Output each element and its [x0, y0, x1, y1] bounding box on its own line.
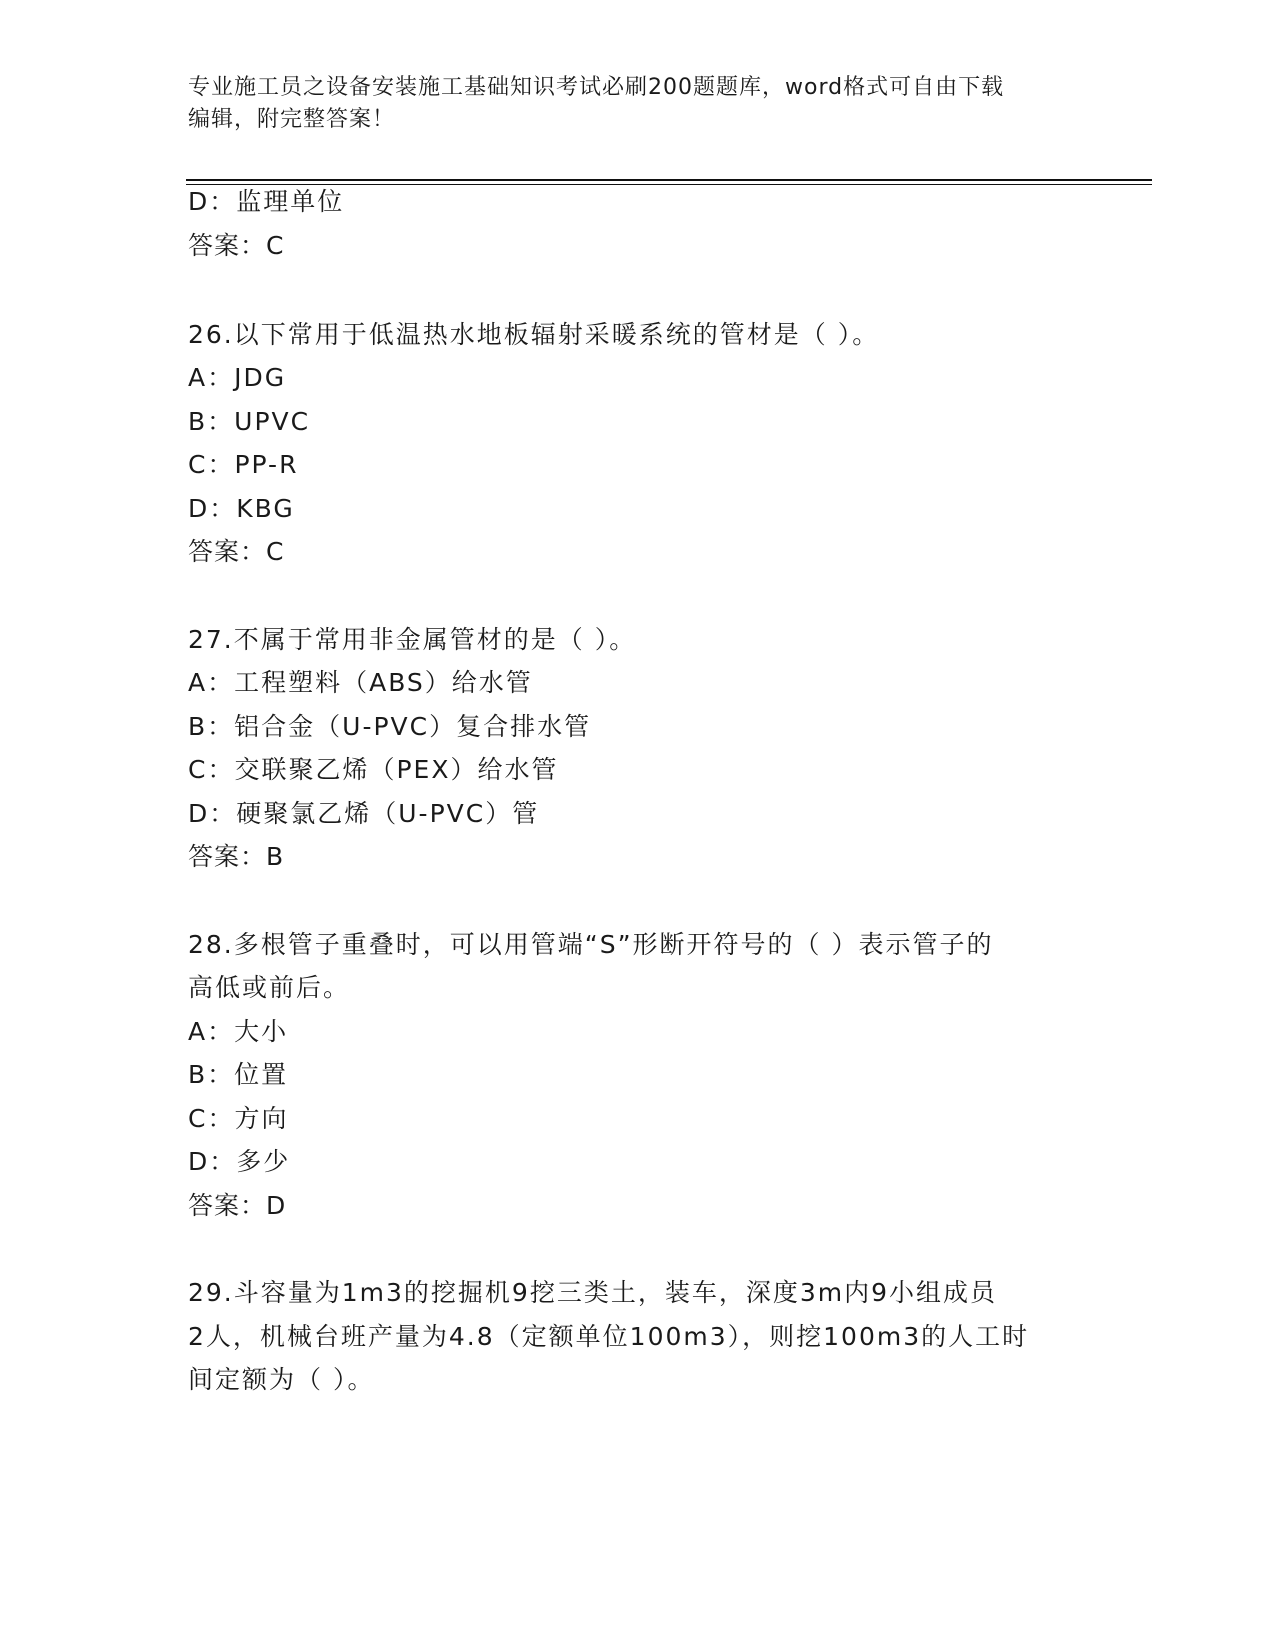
prev-answer: 答案：C [188, 231, 285, 260]
question-28-option-b: B：位置 [188, 1060, 289, 1089]
question-27-stem: 27.不属于常用非金属管材的是（ ）。 [188, 625, 637, 654]
question-28-stem-line-1: 28.多根管子重叠时，可以用管端“S”形断开符号的（ ）表示管子的 [188, 930, 994, 959]
document-header [188, 72, 1088, 136]
header-title-line-2: 编辑，附完整答案！ [188, 107, 396, 132]
header-divider-thick [186, 179, 1152, 181]
question-28-answer: 答案：D [188, 1191, 287, 1220]
question-27-option-d: D：硬聚氯乙烯（U-PVC）管 [188, 799, 540, 828]
question-27-option-a: A：工程塑料（ABS）给水管 [188, 668, 533, 697]
header-divider-thin [186, 184, 1152, 185]
question-27-option-b: B：铝合金（U-PVC）复合排水管 [188, 712, 592, 741]
prev-option-d: D：监理单位 [188, 187, 345, 216]
question-26-option-d: D：KBG [188, 494, 295, 523]
question-29-stem-line-2: 2人，机械台班产量为4.8（定额单位100m3），则挖100m3的人工时 [188, 1322, 1030, 1351]
question-28-option-c: C：方向 [188, 1104, 289, 1133]
question-28-option-a: A：大小 [188, 1017, 289, 1046]
question-26-option-a: A：JDG [188, 363, 287, 392]
question-26-option-c: C：PP-R [188, 450, 299, 479]
question-27-option-c: C：交联聚乙烯（PEX）给水管 [188, 755, 559, 784]
header-title-line-1: 专业施工员之设备安装施工基础知识考试必刷200题题库，word格式可自由下载 [188, 75, 1005, 100]
question-29-stem-line-1: 29.斗容量为1m3的挖掘机9挖三类土，装车，深度3m内9小组成员 [188, 1278, 997, 1307]
question-29-stem-line-3: 间定额为（ ）。 [188, 1365, 375, 1394]
question-28-stem-line-2: 高低或前后。 [188, 973, 351, 1002]
question-28-option-d: D：多少 [188, 1147, 291, 1176]
question-26-stem: 26.以下常用于低温热水地板辐射采暖系统的管材是（ ）。 [188, 320, 880, 349]
question-27-answer: 答案：B [188, 842, 285, 871]
question-26-answer: 答案：C [188, 537, 285, 566]
question-26-option-b: B：UPVC [188, 407, 311, 436]
